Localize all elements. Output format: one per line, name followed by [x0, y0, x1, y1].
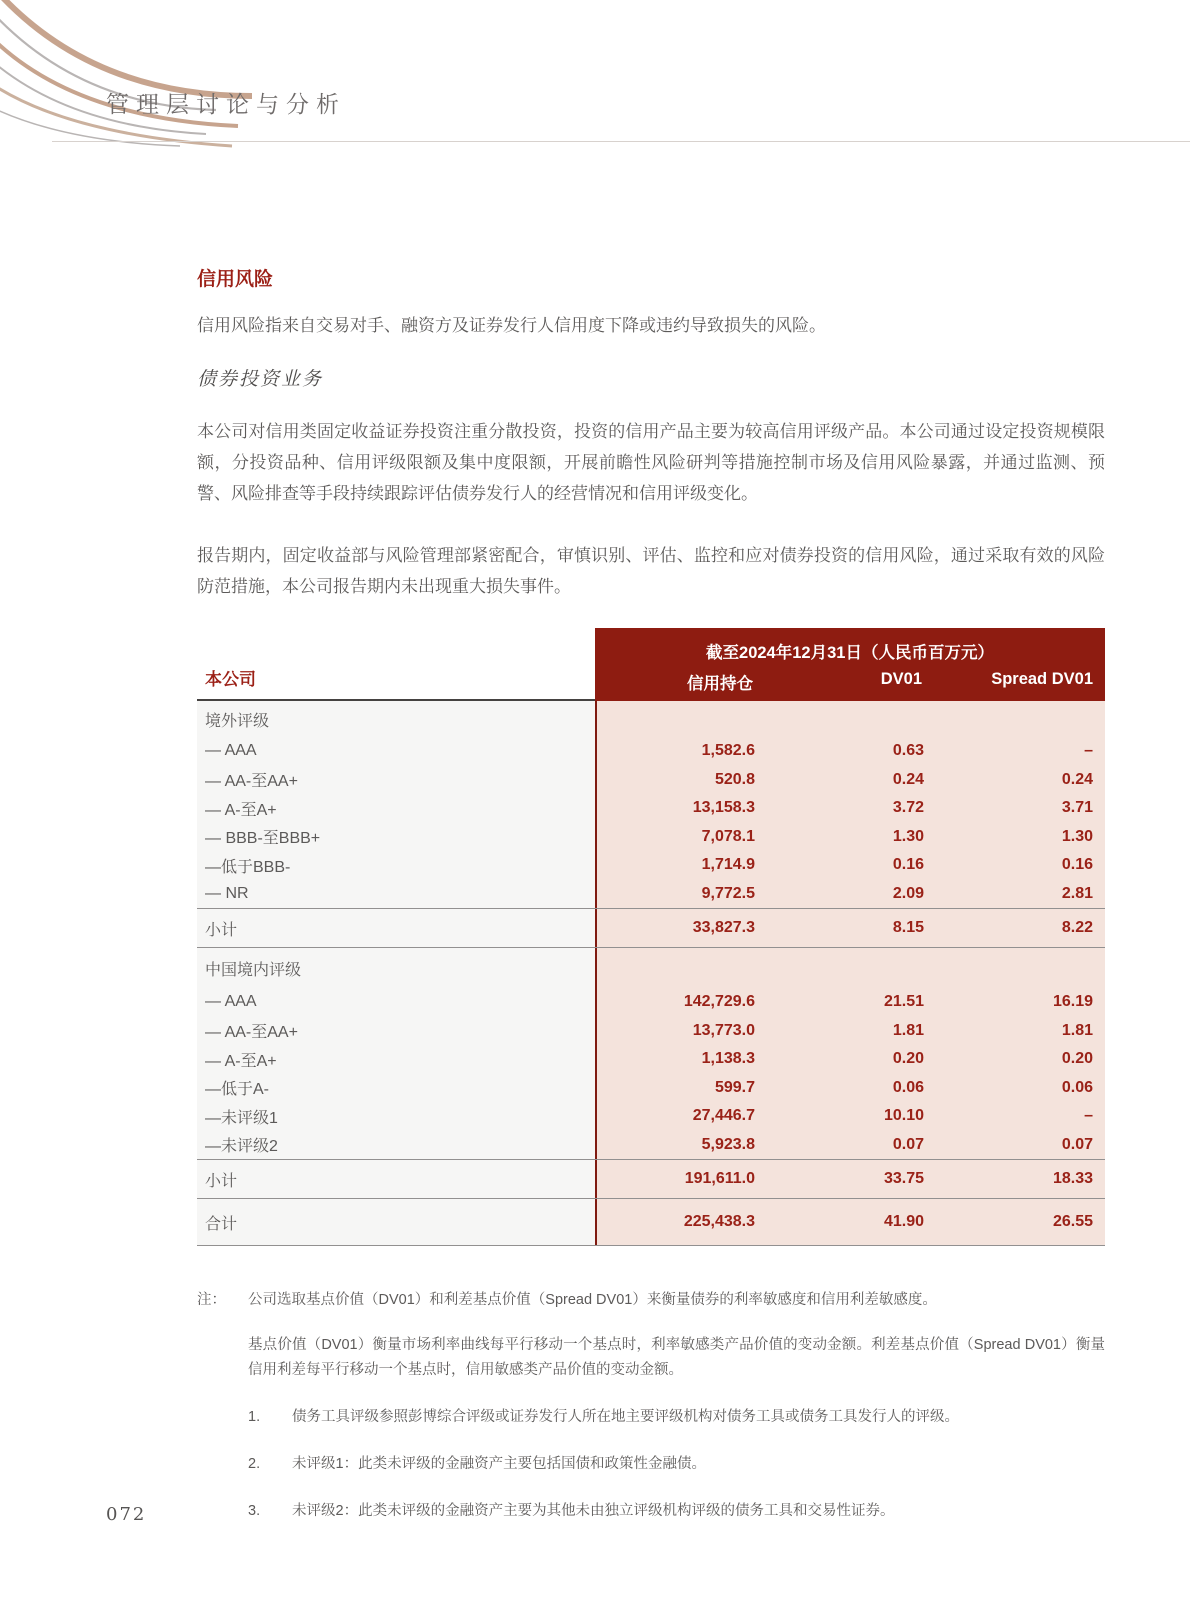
header-divider [52, 141, 1190, 142]
note-label: 注： [197, 1292, 226, 1308]
cell-value: 27,446.7 [692, 1107, 755, 1125]
note-paragraph: 公司选取基点价值（DV01）和利差基点价值（Spread DV01）来衡量债券的利率敏感度和信用利差敏感度。 [248, 1292, 937, 1308]
note-item-text: 债务工具评级参照彭博综合评级或证券发行人所在地主要评级机构对债务工具或债务工具发行人的评级。 [292, 1409, 959, 1425]
cell-value: 33.75 [883, 1170, 924, 1187]
credit-exposure-table [197, 628, 1105, 1246]
table-row [197, 1199, 1105, 1246]
cell-value: 9,772.5 [701, 884, 755, 902]
table-header-band [595, 628, 1105, 701]
row-label: —低于A- [197, 1074, 595, 1103]
row-values [595, 1045, 1105, 1074]
cell-value: 8.22 [1061, 919, 1093, 936]
table-header-title: 截至2024年12月31日（人民币百万元） [706, 644, 994, 662]
note-item [248, 1452, 1105, 1477]
bond-business-heading: 债券投资业务 [197, 368, 324, 390]
note-item-number: 2. [248, 1456, 261, 1472]
row-values [595, 794, 1105, 823]
row-label: — A-至A+ [197, 794, 595, 823]
table-row [197, 988, 1105, 1017]
table-row [197, 823, 1105, 852]
row-values [595, 766, 1105, 795]
cell-value: 0.24 [892, 770, 924, 788]
note-item-text: 未评级2：此类未评级的金融资产主要为其他未由独立评级机构评级的债务工具和交易性证券。 [292, 1503, 895, 1519]
note-item-number: 3. [248, 1503, 261, 1519]
cell-value: 10.10 [883, 1107, 924, 1125]
row-values [595, 737, 1105, 766]
row-label: 小计 [197, 1160, 595, 1198]
column-header-credit-position: 信用持仓 [687, 675, 753, 693]
table-row [197, 1102, 1105, 1131]
row-label: 境外评级 [197, 701, 595, 737]
cell-value: 599.7 [714, 1078, 755, 1096]
cell-value: 33,827.3 [692, 919, 755, 936]
row-values [595, 1102, 1105, 1131]
table-row [197, 794, 1105, 823]
row-label: 合计 [197, 1199, 595, 1245]
cell-value: 1.81 [1061, 1021, 1093, 1039]
corner-swirl-graphic [0, 0, 270, 160]
table-row [197, 1045, 1105, 1074]
row-label: — A-至A+ [197, 1045, 595, 1074]
cell-value: 191,611.0 [684, 1170, 755, 1187]
row-label: —未评级2 [197, 1131, 595, 1160]
row-values [595, 823, 1105, 852]
cell-value: 0.16 [892, 856, 924, 874]
cell-value: 21.51 [883, 993, 924, 1011]
cell-value: 5,923.8 [701, 1135, 755, 1153]
cell-value: 225,438.3 [683, 1213, 755, 1230]
row-values [595, 1074, 1105, 1103]
table-row [197, 1159, 1105, 1199]
cell-value: 1.30 [1061, 827, 1093, 845]
cell-value: – [1084, 1107, 1093, 1125]
row-values [595, 851, 1105, 880]
cell-value: 7,078.1 [701, 827, 755, 845]
cell-value: 142,729.6 [683, 993, 755, 1011]
notes-section [197, 1288, 1105, 1524]
page-title: 管理层讨论与分析 [106, 92, 346, 118]
bond-paragraph-2: 报告期内，固定收益部与风险管理部紧密配合，审慎识别、评估、监控和应对债券投资的信用风险，通过采取有效的风险防范措施，本公司报告期内未出现重大损失事件。 [197, 546, 1105, 596]
note-paragraph: 基点价值（DV01）衡量市场利率曲线每平行移动一个基点时，利率敏感类产品价值的变动金额。利差基点价值（Spread DV01）衡量信用利差每平行移动一个基点时，信用敏感类产品价值的变动金额。 [248, 1337, 1105, 1378]
note-item [248, 1499, 1105, 1524]
cell-value: 0.24 [1061, 770, 1093, 788]
column-header-spread-dv01: Spread DV01 [991, 670, 1093, 688]
row-label: 小计 [197, 909, 595, 947]
cell-value: 520.8 [714, 770, 755, 788]
row-label: — NR [197, 880, 595, 909]
row-values [595, 1017, 1105, 1046]
cell-value: 1.30 [892, 827, 924, 845]
row-label: — BBB-至BBB+ [197, 823, 595, 852]
cell-value: 0.06 [1061, 1078, 1093, 1096]
table-header [197, 628, 1105, 701]
table-row [197, 1017, 1105, 1046]
credit-risk-intro: 信用风险指来自交易对手、融资方及证券发行人信用度下降或违约导致损失的风险。 [197, 316, 826, 335]
table-corner-label: 本公司 [197, 628, 595, 701]
table-row [197, 948, 1105, 988]
row-values [595, 880, 1105, 909]
cell-value: 1,714.9 [701, 856, 755, 874]
cell-value: 3.72 [892, 799, 924, 817]
row-values [595, 1131, 1105, 1160]
cell-value: 0.20 [1061, 1050, 1093, 1068]
row-label: — AA-至AA+ [197, 766, 595, 795]
note-item [248, 1405, 1105, 1430]
row-label: —低于BBB- [197, 851, 595, 880]
row-values [595, 909, 1105, 947]
cell-value: 1,582.6 [701, 742, 755, 760]
cell-value: 0.16 [1061, 856, 1093, 874]
cell-value: 1.81 [892, 1021, 924, 1039]
table-row [197, 701, 1105, 737]
note-item-number: 1. [248, 1409, 261, 1425]
cell-value: 8.15 [892, 919, 924, 936]
table-row [197, 737, 1105, 766]
cell-value: 0.06 [892, 1078, 924, 1096]
row-values [595, 948, 1105, 988]
table-body [197, 701, 1105, 1246]
cell-value: – [1084, 742, 1093, 760]
bond-paragraph-1: 本公司对信用类固定收益证券投资注重分散投资，投资的信用产品主要为较高信用评级产品。本公司通过设定投资规模限额，分投资品种、信用评级限额及集中度限额，开展前瞻性风险研判等措施控制市场及信用风险暴露，并通过监测、预警、风险排查等手段持续跟踪评估债券发行人的经营情况和信用评级变化。 [197, 422, 1105, 503]
row-label: —未评级1 [197, 1102, 595, 1131]
cell-value: 3.71 [1061, 799, 1093, 817]
row-values [595, 701, 1105, 737]
row-label: — AAA [197, 988, 595, 1017]
cell-value: 0.07 [892, 1135, 924, 1153]
table-row [197, 851, 1105, 880]
cell-value: 0.07 [1061, 1135, 1093, 1153]
table-row [197, 1131, 1105, 1160]
cell-value: 16.19 [1052, 993, 1093, 1011]
table-row [197, 908, 1105, 948]
cell-value: 0.20 [892, 1050, 924, 1068]
note-item-text: 未评级1：此类未评级的金融资产主要包括国债和政策性金融债。 [292, 1456, 707, 1472]
row-values [595, 988, 1105, 1017]
cell-value: 13,158.3 [692, 799, 755, 817]
column-header-dv01: DV01 [880, 670, 922, 688]
cell-value: 18.33 [1052, 1170, 1093, 1187]
row-label: — AA-至AA+ [197, 1017, 595, 1046]
table-column-headers [595, 670, 1105, 694]
page-number: 072 [106, 1504, 147, 1525]
cell-value: 1,138.3 [701, 1050, 755, 1068]
cell-value: 26.55 [1052, 1213, 1093, 1230]
row-label: 中国境内评级 [197, 948, 595, 988]
table-row [197, 766, 1105, 795]
row-label: — AAA [197, 737, 595, 766]
cell-value: 2.09 [892, 884, 924, 902]
table-row [197, 1074, 1105, 1103]
row-values [595, 1160, 1105, 1198]
cell-value: 41.90 [883, 1213, 924, 1230]
credit-risk-heading: 信用风险 [197, 269, 274, 290]
row-values [595, 1199, 1105, 1245]
cell-value: 13,773.0 [692, 1021, 755, 1039]
cell-value: 2.81 [1061, 884, 1093, 902]
cell-value: 0.63 [892, 742, 924, 760]
table-row [197, 880, 1105, 909]
